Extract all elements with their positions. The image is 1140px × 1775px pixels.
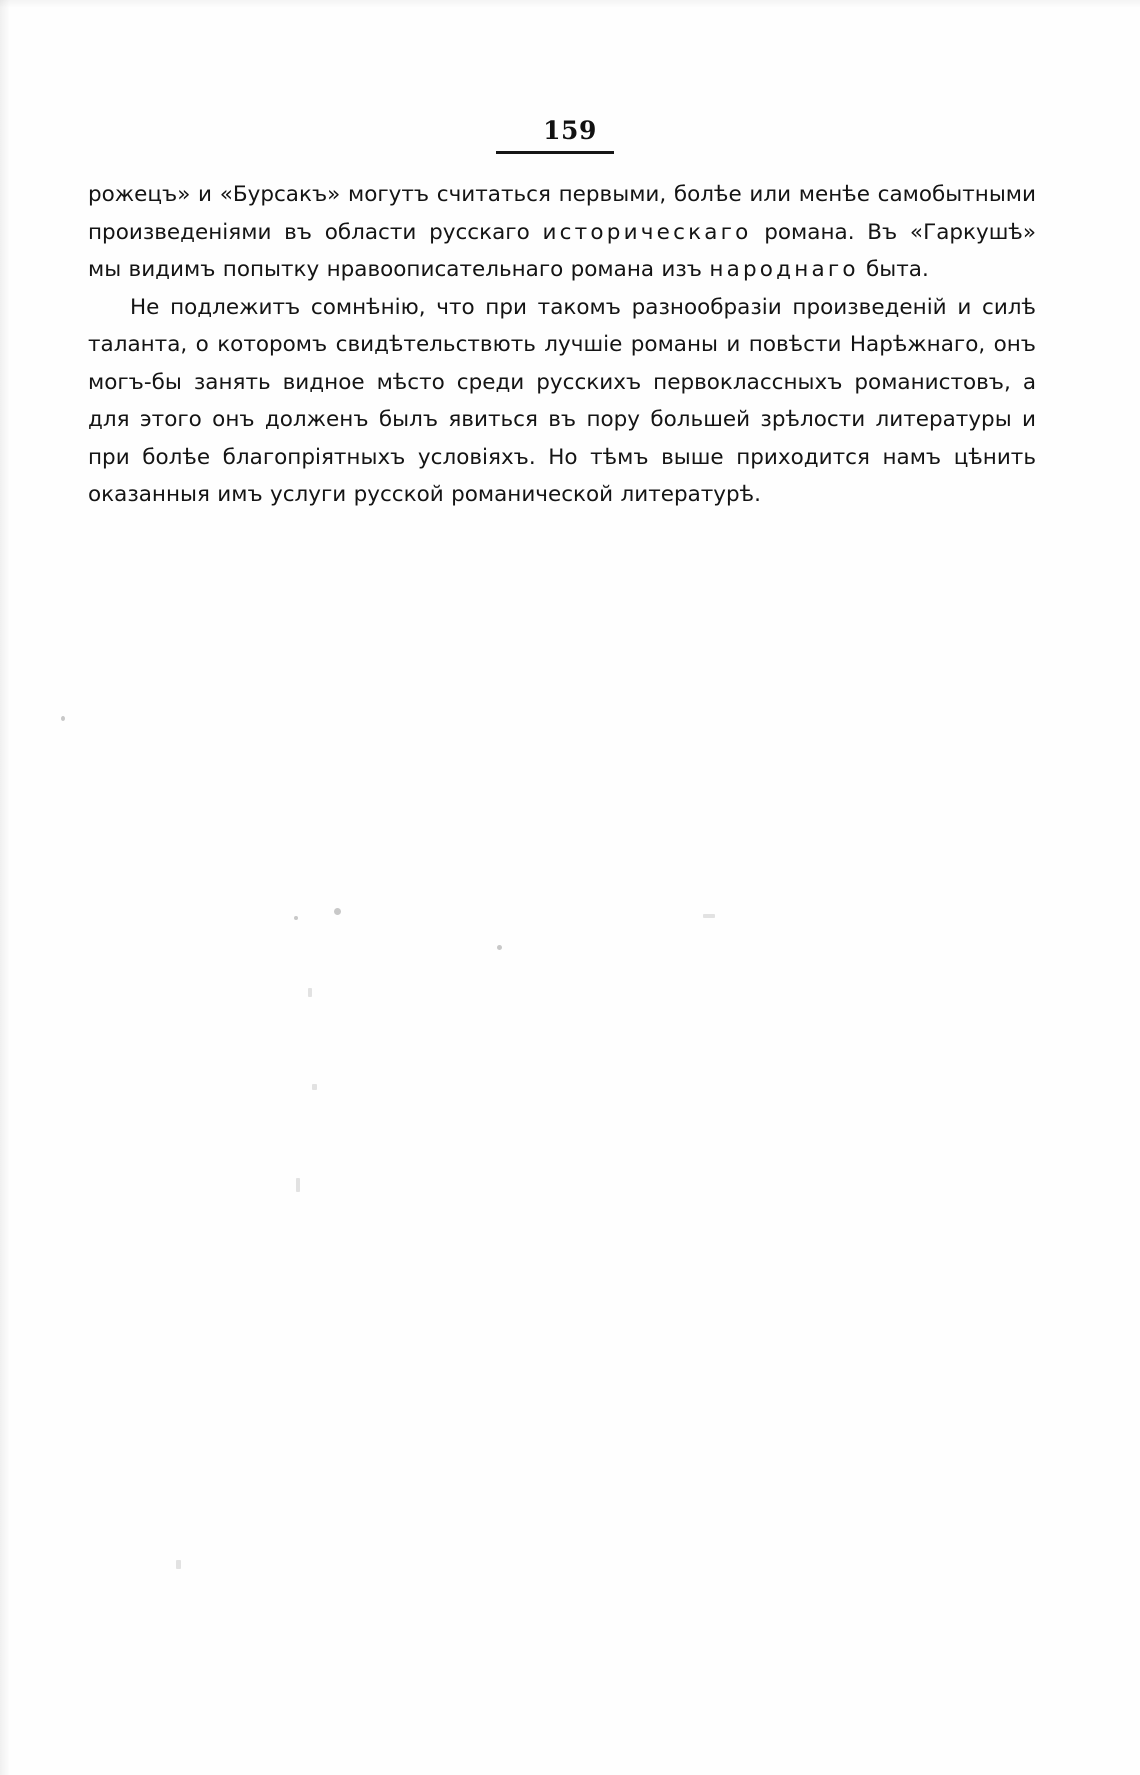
scan-speck xyxy=(334,908,341,915)
text-run: Не подлежитъ сомнѣнію, что при такомъ разнообразіи произведеній и силѣ таланта, о которомъ свидѣтельствють лучшіе романы и повѣсти Нарѣжнаго, онъ могъ-бы занять видное мѣсто среди русскихъ первоклассныхъ романистовъ, а для этого онъ долженъ былъ явиться въ пору большей зрѣлости литературы и при болѣе благопріятныхъ условіяхъ. Но тѣмъ выше приходится намъ цѣнить оказанныя имъ услуги русской романической литературѣ. xyxy=(88,294,1036,507)
text-run: рожецъ» и «Бурсакъ» могутъ считаться первыми, болѣе или менѣе самобытными произведеніями въ области русскаго xyxy=(88,182,1036,245)
page-number-block xyxy=(0,118,1140,143)
emphasized-run: историческаго xyxy=(542,219,752,245)
header-rule xyxy=(496,151,614,154)
page-edge-shadow-top xyxy=(0,0,1140,8)
scan-speck xyxy=(61,716,65,721)
scan-speck xyxy=(294,916,298,920)
scan-speck xyxy=(703,914,715,918)
emphasized-run: народнаго xyxy=(709,257,859,282)
text-run: романа. Въ «Гаркушѣ» мы видимъ попытку нравоописательнаго романа изъ xyxy=(88,219,1036,282)
paragraph xyxy=(88,176,1036,289)
body-text-block xyxy=(88,176,1036,514)
scan-speck xyxy=(312,1084,317,1090)
scan-speck xyxy=(296,1178,300,1192)
scan-speck xyxy=(176,1560,181,1569)
text-run: быта. xyxy=(858,257,929,282)
page-number: 159 xyxy=(543,116,597,145)
scan-speck xyxy=(308,988,312,997)
scan-speck xyxy=(497,945,502,950)
paragraph xyxy=(88,289,1036,514)
page-edge-shadow-left xyxy=(0,0,10,1775)
